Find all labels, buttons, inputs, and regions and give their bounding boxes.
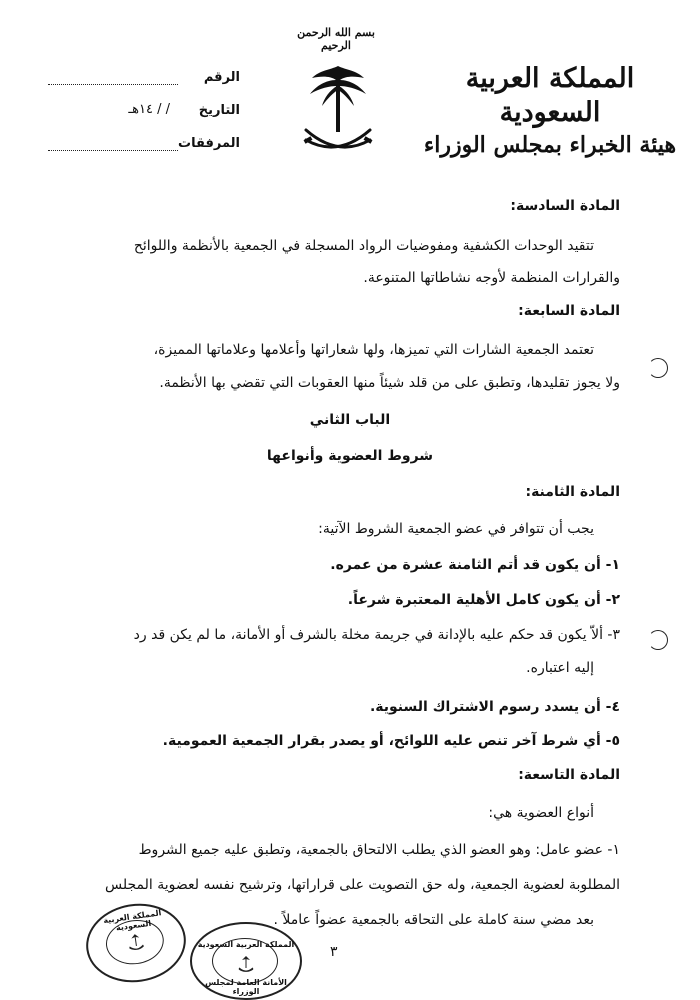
punch-hole-icon bbox=[648, 358, 668, 378]
official-stamp-2 bbox=[190, 922, 302, 1000]
member-type-1-line-1: ١- عضو عامل: وهو العضو الذي يطلب الالتحاق بالجمعية، وتطبق عليه جميع الشروط bbox=[138, 842, 620, 858]
member-type-1-line-2: المطلوبة لعضوية الجمعية، وله حق التصويت على قراراتها، وترشيح نفسه لعضوية المجلس bbox=[105, 877, 620, 893]
article-8-title: المادة الثامنة: bbox=[525, 484, 620, 500]
article-7-title: المادة السابعة: bbox=[518, 303, 620, 319]
stamp-text-2: المملكة العربية السعودية bbox=[197, 940, 295, 949]
ref-field bbox=[40, 70, 240, 96]
date-field bbox=[40, 103, 240, 129]
article-9-intro: أنواع العضوية هي: bbox=[488, 805, 594, 821]
ref-line bbox=[48, 84, 178, 85]
date-value: / / ١٤هـ bbox=[128, 102, 170, 117]
palm-swords-emblem-icon bbox=[300, 58, 376, 164]
authority-name: هيئة الخبراء بمجلس الوزراء bbox=[423, 132, 677, 158]
condition-4: ٤- أن يسدد رسوم الاشتراك السنوية. bbox=[369, 699, 620, 715]
member-type-1-line-3: بعد مضي سنة كاملة على التحاقه بالجمعية عضواً عاملاً . bbox=[273, 912, 594, 928]
condition-2: ٢- أن يكون كامل الأهلية المعتبرة شرعاً. bbox=[347, 592, 620, 608]
attachments-field bbox=[40, 136, 240, 162]
chapter-heading: الباب الثاني bbox=[309, 412, 391, 428]
official-stamp bbox=[81, 897, 191, 988]
page-number: ٣ bbox=[330, 944, 338, 960]
letterhead bbox=[420, 62, 680, 160]
article-8-intro: يجب أن تتوافر في عضو الجمعية الشروط الآتية: bbox=[318, 521, 594, 537]
article-6-text-1: تتقيد الوحدات الكشفية ومفوضيات الرواد المسجلة في الجمعية بالأنظمة واللوائح bbox=[133, 238, 594, 254]
condition-1: ١- أن يكون قد أتم الثامنة عشرة من عمره. bbox=[330, 557, 620, 573]
kingdom-name: المملكة العربية السعودية bbox=[465, 63, 635, 128]
ref-label: الرقم bbox=[203, 70, 240, 85]
attachments-line bbox=[48, 150, 178, 151]
condition-3-line-2: إليه اعتباره. bbox=[526, 660, 594, 676]
stamp-emblem-icon bbox=[236, 954, 256, 974]
article-7-text-2: ولا يجوز تقليدها، وتطبق على من قلد شيئاً منها العقوبات التي تقضي بها الأنظمة. bbox=[159, 375, 620, 391]
chapter-title: شروط العضوية وأنواعها bbox=[266, 448, 434, 464]
punch-hole-icon bbox=[648, 630, 668, 650]
article-9-title: المادة التاسعة: bbox=[518, 767, 620, 783]
article-6-title: المادة السادسة: bbox=[510, 198, 620, 214]
stamp-emblem-icon bbox=[125, 931, 148, 954]
stamp-text-3: الأمانة العامة لمجلس الوزراء bbox=[205, 978, 287, 996]
article-6-text-2: والقرارات المنظمة لأوجه نشاطاتها المتنوعة. bbox=[363, 270, 620, 286]
date-label: التاريخ bbox=[198, 103, 240, 118]
stamp-text: المملكة العربية السعودية bbox=[102, 908, 162, 933]
condition-5: ٥- أي شرط آخر تنص عليه اللوائح، أو يصدر بقرار الجمعية العمومية. bbox=[162, 733, 620, 749]
article-7-text-1: تعتمد الجمعية الشارات التي تميزها، ولها شعاراتها وأعلامها وعلاماتها المميزة، bbox=[153, 342, 594, 358]
attachments-label: المرفقات bbox=[178, 136, 240, 151]
condition-3-line-1: ٣- ألاّ يكون قد حكم عليه بالإدانة في جريمة مخلة بالشرف أو الأمانة، ما لم يكن قد رد bbox=[133, 627, 620, 643]
basmala: بسم الله الرحمن الرحيم bbox=[297, 26, 375, 52]
